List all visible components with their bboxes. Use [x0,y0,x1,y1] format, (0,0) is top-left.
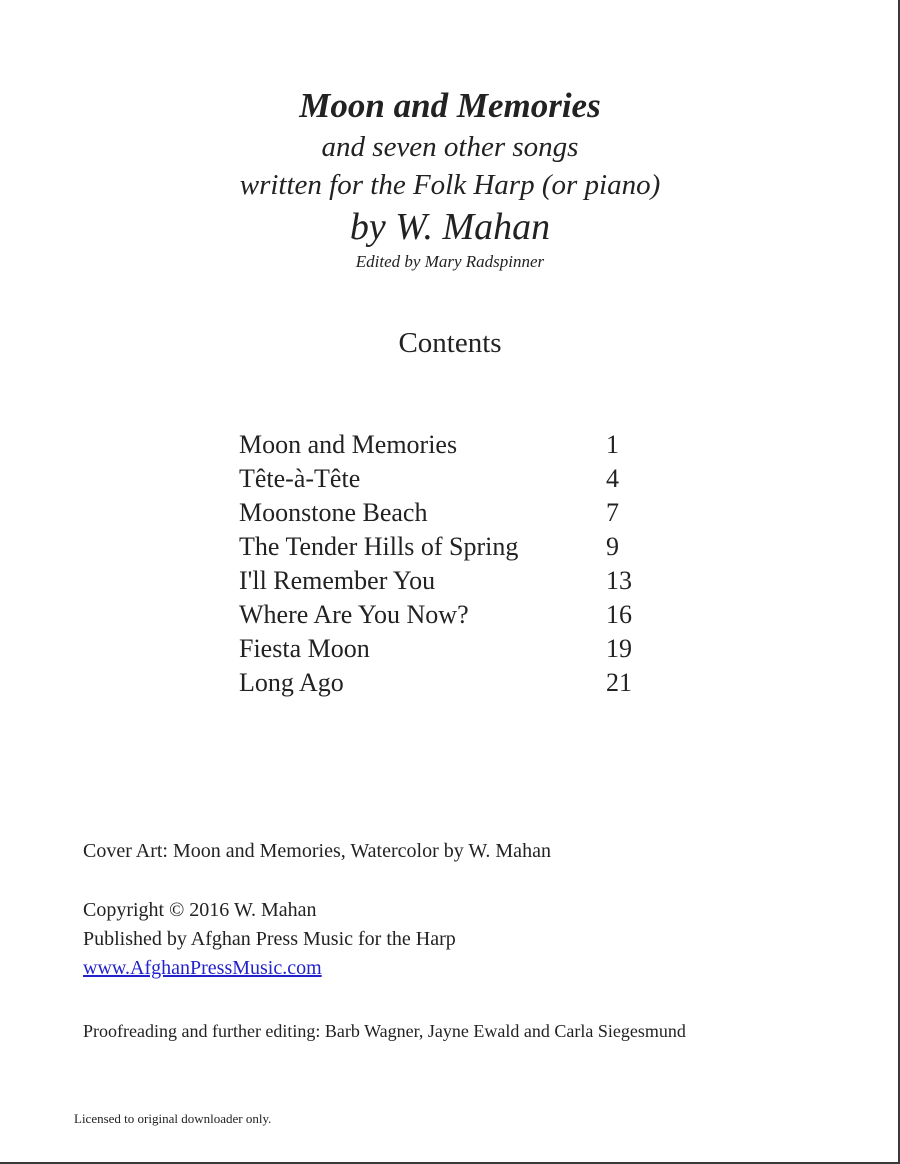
publisher-credit: Published by Afghan Press Music for the Harp [83,928,456,950]
book-title: Moon and Memories [299,86,601,125]
toc-entry [239,564,659,598]
title-block [0,84,900,274]
toc-entry-page: 4 [606,464,619,493]
toc-entry-page: 19 [606,634,632,663]
table-of-contents [239,428,659,700]
toc-entry [239,496,659,530]
author: by W. Mahan [349,206,551,248]
toc-entry [239,428,659,462]
toc-entry [239,530,659,564]
toc-entry-title: Fiesta Moon [239,634,370,663]
editor-credit: Edited by Mary Radspinner [355,252,545,271]
toc-entry-title: Where Are You Now? [239,600,469,629]
toc-entry-title: Long Ago [239,668,344,697]
website-link-container [83,954,322,983]
license-notice: Licensed to original downloader only. [74,1111,272,1126]
toc-entry-title: I'll Remember You [239,566,436,595]
copyright-notice: Copyright © 2016 W. Mahan [83,899,317,921]
website-link[interactable]: www.AfghanPressMusic.com [83,957,322,979]
toc-entry [239,666,659,700]
toc-entry [239,462,659,496]
toc-entry [239,598,659,632]
subtitle-line-1: and seven other songs [321,131,579,163]
contents-heading: Contents [398,327,502,359]
toc-entry-page: 7 [606,498,619,527]
toc-entry [239,632,659,666]
proofreading-credit: Proofreading and further editing: Barb Wagner, Jayne Ewald and Carla Siegesmund [83,1021,686,1041]
toc-entry-title: Moon and Memories [239,430,458,459]
toc-entry-title: Moonstone Beach [239,498,428,527]
toc-entry-page: 16 [606,600,632,629]
toc-entry-page: 9 [606,532,619,561]
cover-art-credit: Cover Art: Moon and Memories, Watercolor by W. Mahan [83,840,551,862]
toc-entry-page: 21 [606,668,632,697]
toc-entry-title: Tête-à-Tête [239,464,361,493]
toc-entry-page: 13 [606,566,632,595]
toc-entry-title: The Tender Hills of Spring [239,532,519,561]
toc-entry-page: 1 [606,430,619,459]
subtitle-line-2: written for the Folk Harp (or piano) [239,169,661,201]
